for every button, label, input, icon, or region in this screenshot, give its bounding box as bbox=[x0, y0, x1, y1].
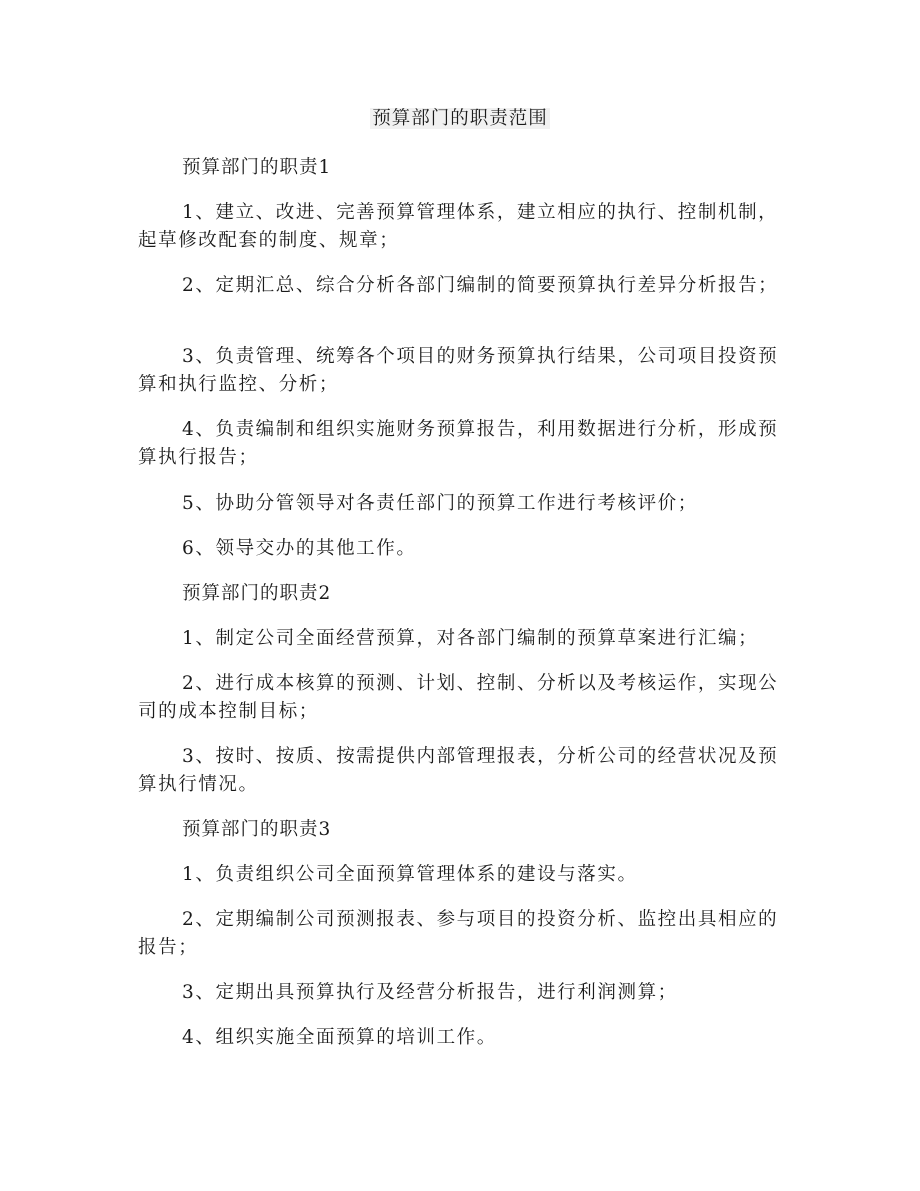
section-1-item-1: 1、建立、改进、完善预算管理体系，建立相应的执行、控制机制，起草修改配套的制度、规章； bbox=[138, 202, 779, 251]
section-1-item-4: 4、负责编制和组织实施财务预算报告，利用数据进行分析，形成预算执行报告； bbox=[138, 419, 779, 468]
section-3-item-4: 4、组织实施全面预算的培训工作。 bbox=[182, 1027, 497, 1048]
section-2-item-3: 3、按时、按质、按需提供内部管理报表，分析公司的经营状况及预算执行情况。 bbox=[138, 746, 779, 795]
section-3-item-1: 1、负责组织公司全面预算管理体系的建设与落实。 bbox=[182, 864, 638, 885]
section-heading-1: 预算部门的职责1 bbox=[182, 157, 332, 178]
document-title-text: 预算部门的职责范围 bbox=[372, 108, 548, 129]
section-3-item-2: 2、定期编制公司预测报表、参与项目的投资分析、监控出具相应的报告； bbox=[138, 909, 779, 958]
section-heading-3: 预算部门的职责3 bbox=[182, 819, 332, 840]
document-title bbox=[0, 106, 920, 132]
section-1-item-3: 3、负责管理、统筹各个项目的财务预算执行结果，公司项目投资预算和执行监控、分析； bbox=[138, 346, 779, 395]
section-2-item-2: 2、进行成本核算的预测、计划、控制、分析以及考核运作，实现公司的成本控制目标； bbox=[138, 673, 779, 722]
section-1-item-6: 6、领导交办的其他工作。 bbox=[182, 538, 417, 559]
section-2-item-1: 1、制定公司全面经营预算，对各部门编制的预算草案进行汇编； bbox=[182, 628, 759, 649]
section-1-item-5: 5、协助分管领导对各责任部门的预算工作进行考核评价； bbox=[182, 493, 698, 514]
section-heading-2: 预算部门的职责2 bbox=[182, 583, 332, 604]
section-1-item-2: 2、定期汇总、综合分析各部门编制的简要预算执行差异分析报告； bbox=[182, 275, 779, 296]
section-3-item-3: 3、定期出具预算执行及经营分析报告，进行利润测算； bbox=[182, 982, 678, 1003]
